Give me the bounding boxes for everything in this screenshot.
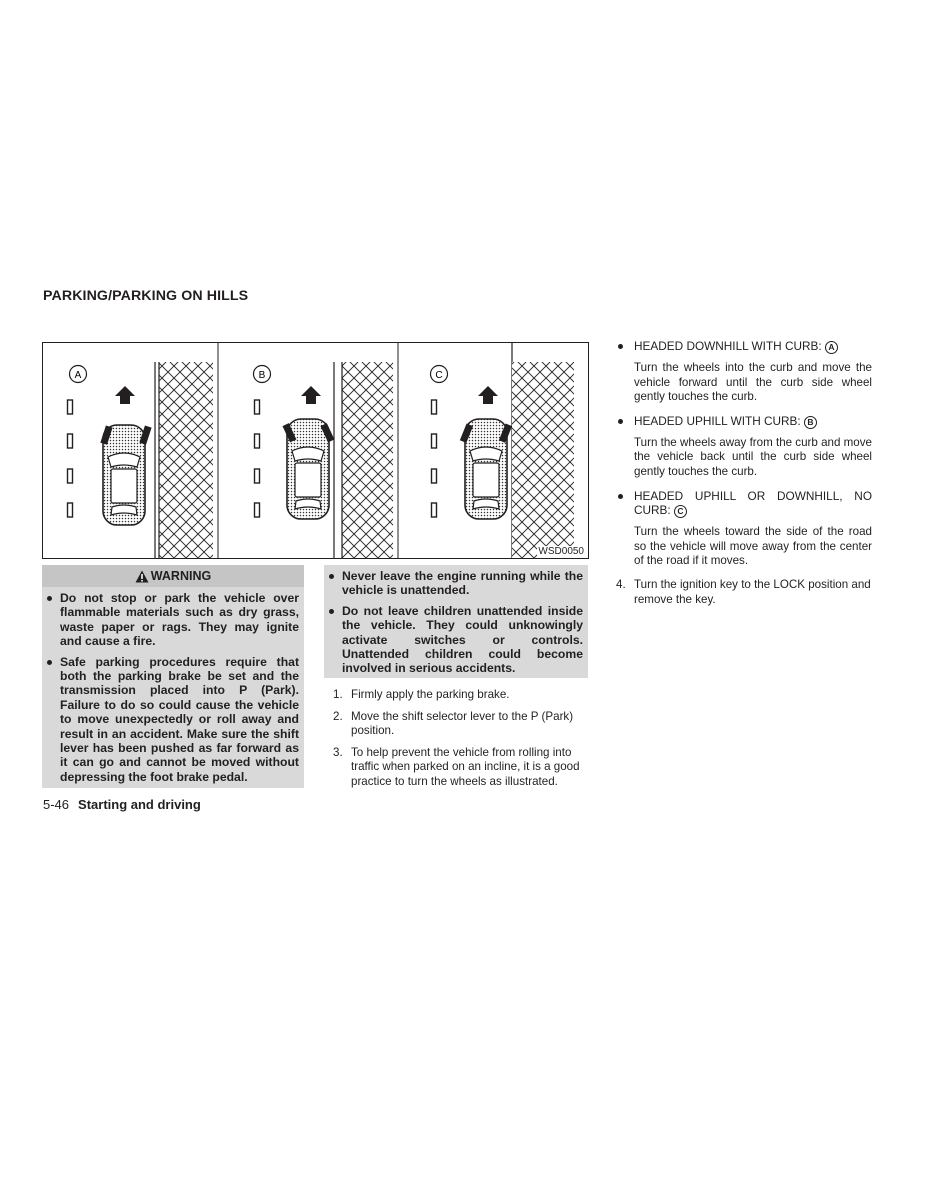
section-body: Turn the wheels away from the curb and move the vehicle back until the curb side wheel gently touches the curb.: [634, 435, 872, 478]
figure-code: WSD0050: [538, 546, 584, 557]
warning-item: Do not leave children unattended inside the vehicle. They could unknowingly activate switches or controls. Unattended children could become involved in serious accidents.: [324, 604, 583, 676]
step-item: 3. To help prevent the vehicle from rolling into traffic when parked on an incline, it is a good practice to turn the wheels as illustrated.: [333, 745, 580, 788]
warning-item: Do not stop or park the vehicle over flammable materials such as dry grass, waste paper or rags. They may ignite and cause a fire.: [42, 591, 299, 649]
section-name: Starting and driving: [78, 797, 201, 812]
section-no-curb: [616, 489, 872, 569]
marker-b-icon: B: [804, 416, 817, 429]
warning-box: [42, 565, 304, 788]
section-body: Turn the wheels toward the side of the road so the vehicle will move away from the center of the road if it moves.: [634, 525, 872, 568]
car-a: [103, 425, 145, 525]
section-heading: HEADED DOWNHILL WITH CURB: A: [616, 339, 872, 354]
car-c: [465, 419, 507, 519]
warning-list-left: [42, 587, 304, 784]
steps-list: [331, 688, 588, 797]
page-footer: [43, 797, 201, 812]
section-heading: HEADED UPHILL OR DOWNHILL, NO CURB: C: [616, 489, 872, 519]
label-a: A: [74, 370, 82, 381]
parking-diagram: [42, 342, 589, 560]
warning-list-right: [324, 565, 588, 676]
warning-item: Never leave the engine running while the vehicle is unattended.: [324, 569, 583, 598]
right-column: [616, 339, 872, 607]
warning-heading: [42, 565, 304, 587]
section-downhill-curb: [616, 339, 872, 405]
step-item: 1. Firmly apply the parking brake.: [333, 688, 510, 701]
page-title: PARKING/PARKING ON HILLS: [43, 288, 249, 304]
step-item: 2. Move the shift selector lever to the P (Park) position.: [333, 709, 574, 738]
parking-illustration: [42, 342, 589, 560]
section-heading: HEADED UPHILL WITH CURB: B: [616, 414, 872, 429]
warning-box-continued: [324, 565, 588, 678]
section-uphill-curb: [616, 414, 872, 480]
step-item: 4. Turn the ignition key to the LOCK position and remove the key.: [616, 577, 871, 606]
marker-a-icon: A: [825, 341, 838, 354]
warning-item: Safe parking procedures require that both the parking brake be set and the transmission placed into P (Park). Failure to do so could cause the vehicle to move unexpectedly or roll away and result in an accident. Make sure the shift lever has been pushed as far forward as it can go and cannot be moved without depressing the foot brake pedal.: [42, 655, 299, 785]
section-body: Turn the wheels into the curb and move the vehicle forward until the curb side wheel gently touches the curb.: [634, 361, 872, 404]
label-c: C: [435, 370, 443, 381]
warning-label: WARNING: [150, 569, 212, 583]
page-number: 5-46: [43, 797, 70, 812]
marker-c-icon: C: [674, 505, 687, 518]
label-b: B: [258, 370, 266, 381]
warning-triangle-icon: [135, 570, 149, 583]
